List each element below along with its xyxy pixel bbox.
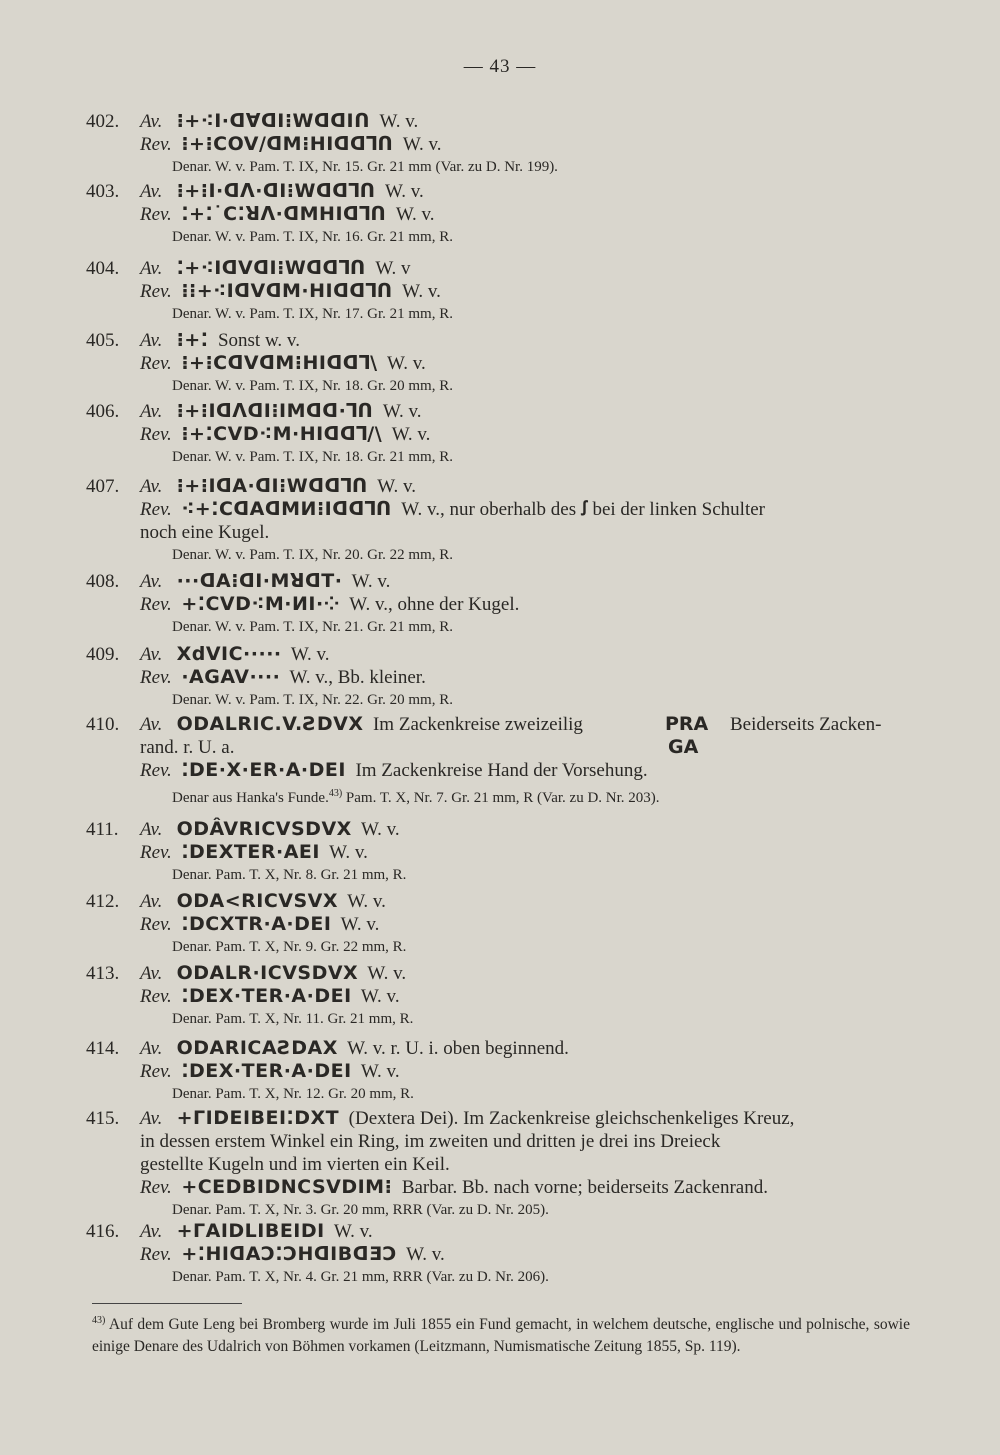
rev-legend: ⁚DEX·TER·A·DEI <box>181 1060 352 1082</box>
entry-405 <box>0 329 1000 398</box>
av-text: Im Zackenkreise zweizeilig <box>372 714 583 735</box>
rev-legend: ⁝+⁝COV/ꓷM⁝HIꓷꓷꓶꓵ <box>181 133 394 155</box>
rev-label: Rev. <box>140 986 172 1007</box>
av-continuation-1: in dessen erstem Winkel ein Ring, im zweiten und dritten je drei ins Dreieck <box>140 1131 721 1152</box>
rev-label: Rev. <box>140 842 172 863</box>
av-legend: +ГIDEIBEI⁚DXT <box>176 1107 340 1129</box>
rev-legend: +CEDBIDNCSVDIM⁝ <box>181 1176 393 1198</box>
av-label: Av. <box>140 1221 163 1242</box>
av-label: Av. <box>140 644 163 665</box>
rev-legend: ⁚DEX·TER·A·DEI <box>181 985 352 1007</box>
entry-info-post: Pam. T. X, Nr. 7. Gr. 21 mm, R (Var. zu D. Nr. 203). <box>345 790 660 806</box>
av-label: Av. <box>140 330 163 351</box>
rev-label: Rev. <box>140 134 172 155</box>
av-label: Av. <box>140 111 163 132</box>
entry-number: 407. <box>86 476 120 497</box>
rev-text: W. v., Bb. kleiner. <box>289 667 426 688</box>
entry-info: Denar. Pam. T. X, Nr. 11. Gr. 21 mm, R. <box>172 1011 414 1027</box>
entry-411 <box>0 818 1000 887</box>
rev-text: W. v. <box>402 134 442 155</box>
entry-410 <box>0 713 1000 805</box>
rev-label: Rev. <box>140 667 172 688</box>
rev-text: W. v. <box>395 204 435 225</box>
av-label: Av. <box>140 571 163 592</box>
av-label: Av. <box>140 258 163 279</box>
av-label: Av. <box>140 401 163 422</box>
av-legend: ODA<RICVSVX <box>176 890 339 912</box>
entry-number: 411. <box>86 819 119 840</box>
av-text: W. v. <box>367 963 407 984</box>
av-text: W. v. <box>351 571 391 592</box>
rev-legend: ⁝⁝+⁖IꓷVꓷM·HIꓷꓷꓶꓵ <box>181 280 393 302</box>
av-label: Av. <box>140 476 163 497</box>
rev-label: Rev. <box>140 424 172 445</box>
entry-number: 410. <box>86 714 120 735</box>
av-legend: ODALRIC.V.ƧDVX <box>176 713 364 735</box>
av-text: W. v. <box>347 891 386 912</box>
av-legend: ···ꓷA⁝ꓷI·MꓤꓷT· <box>176 570 343 592</box>
av-label: Av. <box>140 819 163 840</box>
rev-label: Rev. <box>140 499 172 520</box>
entry-number: 402. <box>86 111 120 132</box>
entry-number: 415. <box>86 1108 120 1129</box>
entry-408 <box>0 570 1000 639</box>
rev-legend: ·AGAV···· <box>181 666 281 688</box>
av-legend: ⁝+⁝I·ꓷꓥ·ꓷI⁝Wꓷꓷꓶꓵ <box>176 180 376 202</box>
pra-legend-line1: PRA <box>665 713 709 735</box>
rev-continuation: noch eine Kugel. <box>140 522 270 543</box>
entry-407 <box>0 475 1000 567</box>
rev-text: W. v. <box>391 424 431 445</box>
entry-info: Denar. Pam. T. X, Nr. 9. Gr. 22 mm, R. <box>172 939 407 955</box>
av-legend: ODÂVRICVSDVX <box>176 818 352 840</box>
av-label: Av. <box>140 181 163 202</box>
entry-info: Denar. W. v. Pam. T. IX, Nr. 16. Gr. 21 mm, R. <box>172 229 453 245</box>
av-text: W. v. <box>379 111 419 132</box>
rev-text: W. v. <box>340 914 380 935</box>
rev-label: Rev. <box>140 1177 172 1198</box>
av-legend: XdVIC····· <box>176 643 282 665</box>
rev-legend: ⁖+⁚CꓷAꓷMИ⁝Iꓷꓷꓶꓵ <box>181 498 392 520</box>
rev-text: W. v. <box>360 1061 400 1082</box>
av-label: Av. <box>140 1038 163 1059</box>
entry-info: Denar. Pam. T. X, Nr. 3. Gr. 20 mm, RRR (Var. zu D. Nr. 205). <box>172 1202 549 1218</box>
entry-number: 409. <box>86 644 120 665</box>
entry-info: Denar. W. v. Pam. T. IX, Nr. 18. Gr. 20 mm, R. <box>172 378 453 394</box>
footnote <box>92 1310 910 1358</box>
rev-label: Rev. <box>140 281 172 302</box>
footnote-divider <box>92 1303 242 1304</box>
rev-label: Rev. <box>140 1061 172 1082</box>
entry-info: Denar. Pam. T. X, Nr. 12. Gr. 20 mm, R. <box>172 1086 414 1102</box>
av-legend: +ГAIDLIBEIDI <box>176 1220 325 1242</box>
av-text: W. v <box>375 258 411 279</box>
entry-info: Denar. W. v. Pam. T. IX, Nr. 22. Gr. 20 mm, R. <box>172 692 453 708</box>
av-legend: ODALR·ICVSDVX <box>176 962 359 984</box>
av-legend: ⁝+⁖I·ꓷꓯꓷI⁝WꓷꓷIꓵ <box>176 110 371 132</box>
av-text: (Dextera Dei). Im Zackenkreise gleichschenkeliges Kreuz, <box>348 1108 795 1129</box>
av-continuation: rand. r. U. a. <box>140 737 235 758</box>
rev-text: W. v. <box>387 353 426 374</box>
av-continuation-2: gestellte Kugeln und im vierten ein Keil. <box>140 1154 450 1175</box>
entry-412 <box>0 890 1000 959</box>
rev-text: Im Zackenkreise Hand der Vorsehung. <box>355 760 648 781</box>
rev-label: Rev. <box>140 353 172 374</box>
av-text: W. v. <box>360 819 400 840</box>
entry-409 <box>0 643 1000 712</box>
rev-legend: ⁚DEXTER·AEI <box>181 841 320 863</box>
av-text: W. v. <box>385 181 424 202</box>
rev-text: W. v. <box>329 842 368 863</box>
entry-info: Denar. W. v. Pam. T. IX, Nr. 15. Gr. 21 mm (Var. zu D. Nr. 199). <box>172 159 558 175</box>
rev-label: Rev. <box>140 1244 172 1265</box>
entry-number: 405. <box>86 330 120 351</box>
rev-label: Rev. <box>140 760 172 781</box>
rev-text: W. v., ohne der Kugel. <box>349 594 520 615</box>
entry-402 <box>0 110 1000 179</box>
av-legend: ⁚+⁖IꓷVꓷI⁝Wꓷꓷꓶꓵ <box>176 257 366 279</box>
entry-number: 406. <box>86 401 120 422</box>
rev-legend: ⁝+⁝CꓷVꓷM⁝HIꓷꓷꓶ\ <box>181 352 378 374</box>
av-text: W. v. r. U. i. oben beginnend. <box>347 1038 569 1059</box>
entry-number: 416. <box>86 1221 120 1242</box>
entry-number: 403. <box>86 181 120 202</box>
entry-info-pre: Denar aus Hanka's Funde. <box>172 790 329 806</box>
av-label: Av. <box>140 963 163 984</box>
entry-number: 413. <box>86 963 120 984</box>
entry-info: Denar. W. v. Pam. T. IX, Nr. 21. Gr. 21 mm, R. <box>172 619 453 635</box>
av-text: W. v. <box>382 401 422 422</box>
entry-404 <box>0 257 1000 326</box>
av-text: W. v. <box>333 1221 373 1242</box>
av-text: W. v. <box>290 644 330 665</box>
entry-info: Denar. Pam. T. X, Nr. 4. Gr. 21 mm, RRR (Var. zu D. Nr. 206). <box>172 1269 549 1285</box>
rev-label: Rev. <box>140 204 172 225</box>
entry-number: 404. <box>86 258 120 279</box>
entry-413 <box>0 962 1000 1031</box>
entry-number: 414. <box>86 1038 120 1059</box>
rev-text: Barbar. Bb. nach vorne; beiderseits Zackenrand. <box>401 1177 768 1198</box>
footnote-marker: 43) <box>92 1315 106 1326</box>
entry-406 <box>0 400 1000 469</box>
av-text: Sonst w. v. <box>217 330 300 351</box>
entry-403 <box>0 180 1000 249</box>
footnote-ref: 43) <box>328 788 343 799</box>
av-legend: ODARICAƧDAX <box>176 1037 338 1059</box>
footnote-text: Auf dem Gute Leng bei Bromberg wurde im Juli 1855 ein Fund gemacht, in welchem deutsche, englische und polnische, sowie einige Denare des Udalrich von Böhmen vorkamen (Leitzmann, Numismatische Zeitung 1855, Sp. 119). <box>92 1316 910 1356</box>
rev-text: W. v. <box>360 986 400 1007</box>
entry-416 <box>0 1220 1000 1289</box>
entry-number: 412. <box>86 891 120 912</box>
entry-415 <box>0 1107 1000 1222</box>
rev-legend: ⁚DE·X·ER·A·DEI <box>181 759 346 781</box>
entry-info: Denar. W. v. Pam. T. IX, Nr. 17. Gr. 21 mm, R. <box>172 306 453 322</box>
av-legend: ⁝+⁚ <box>176 329 209 351</box>
av-label: Av. <box>140 714 163 735</box>
rev-text: W. v. <box>402 281 441 302</box>
bust-symbol: ꭍ <box>580 499 588 520</box>
entry-414 <box>0 1037 1000 1106</box>
av-label: Av. <box>140 1108 163 1129</box>
av-legend: ⁝+⁝IꓷA·ꓷI⁝Wꓷꓷꓶꓵ <box>176 475 368 497</box>
av-text-cont: Beiderseits Zacken- <box>730 714 882 735</box>
page-number: — 43 — <box>463 56 537 77</box>
av-legend: ⁝+⁝IꓷꓥꓷI⁝IMꓷꓷ·ꓶꓵ <box>176 400 374 422</box>
av-label: Av. <box>140 891 163 912</box>
entry-number: 408. <box>86 571 120 592</box>
rev-label: Rev. <box>140 594 172 615</box>
rev-text: W. v., nur oberhalb des <box>401 499 577 520</box>
pra-legend-line2: GA <box>668 736 699 758</box>
rev-legend: +⁚CVD⁖M·ИI·⁘ <box>181 593 341 615</box>
rev-legend: +⁚HIꓷAƆ⁚ƆHꓷIBꓷƎƆ <box>181 1243 397 1265</box>
rev-text: W. v. <box>406 1244 445 1265</box>
entry-info: Denar. Pam. T. X, Nr. 8. Gr. 21 mm, R. <box>172 867 407 883</box>
av-text: W. v. <box>377 476 417 497</box>
rev-legend: ⁝+⁚CVD⁖M·HIꓷꓷꓶ/\ <box>181 423 383 445</box>
rev-label: Rev. <box>140 914 172 935</box>
entry-info: Denar. W. v. Pam. T. IX, Nr. 18. Gr. 21 mm, R. <box>172 449 453 465</box>
rev-legend: ⁚+⁚˙C⁚ꓤꓥ·ꓷMHIꓷꓶꓵ <box>181 203 387 225</box>
rev-text-cont: bei der linken Schulter <box>592 499 765 520</box>
entry-info: Denar. W. v. Pam. T. IX, Nr. 20. Gr. 22 mm, R. <box>172 547 453 563</box>
rev-legend: ⁚DCXTR·A·DEI <box>181 913 332 935</box>
